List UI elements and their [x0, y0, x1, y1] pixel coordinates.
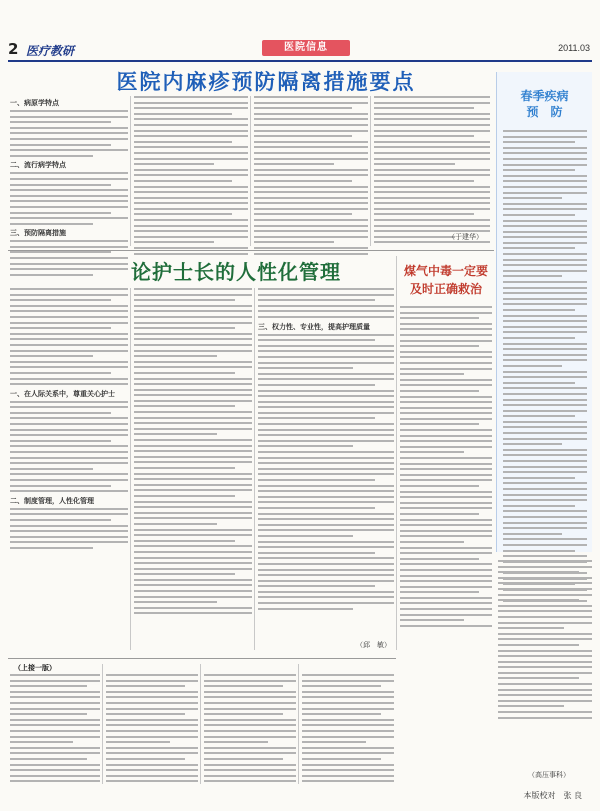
article1-col1 [10, 96, 128, 279]
page-footer-editor: 本版校对 张 良 [523, 791, 582, 800]
article1-title: 医院内麻疹预防隔离措施要点 [116, 70, 416, 94]
article3-col2 [498, 560, 592, 722]
article2-col1 [10, 288, 128, 553]
article2-col2 [134, 288, 252, 618]
page-number: 2 [8, 40, 19, 58]
lower-col3 [204, 674, 296, 786]
sidebar-spring-disease [496, 72, 592, 552]
sidebar-title-line2: 预 防 [526, 105, 563, 119]
page-header [8, 40, 592, 62]
article3-title [398, 262, 494, 298]
article1-col4 [374, 96, 490, 247]
masthead: 医院信息 [262, 40, 350, 56]
article1-col2 [134, 96, 248, 258]
article1-subhead-2: 二、流行病学特点 [10, 161, 66, 170]
article2-col3 [258, 288, 394, 613]
article3-col1 [400, 306, 492, 630]
article1-subhead-1: 一、病原学特点 [10, 99, 59, 107]
article1-subhead-3: 三、预防隔离措施 [10, 229, 66, 238]
lower-col2 [106, 674, 198, 786]
article2-author: （邱 敏） [356, 641, 391, 649]
lower-article-title: （上接一版） [14, 664, 56, 672]
article2-title: 论护士长的人性化管理 [131, 260, 341, 284]
lower-col1 [10, 674, 100, 786]
article3-author: （高压事科） [528, 771, 570, 779]
article2-subhead-2: 二、制度管理，人性化管理 [10, 496, 94, 505]
article2-subhead-1: 一、在人际关系中，尊重关心护士 [10, 389, 115, 398]
article3-title-line1: 煤气中毒一定要 [403, 264, 488, 278]
article1-col3 [254, 96, 368, 258]
sidebar-title-line1: 春季疾病 [520, 89, 569, 103]
lower-col4 [302, 674, 394, 786]
article3-title-line2: 及时正确救治 [409, 282, 482, 296]
issue-date: 2011.03 [558, 43, 590, 53]
section-name: 医疗教研 [26, 44, 75, 58]
header-rule [8, 60, 592, 62]
article2-subhead-3: 三、权力性、专业性，提高护理质量 [258, 322, 370, 331]
article1-author: （于建华） [448, 233, 483, 241]
